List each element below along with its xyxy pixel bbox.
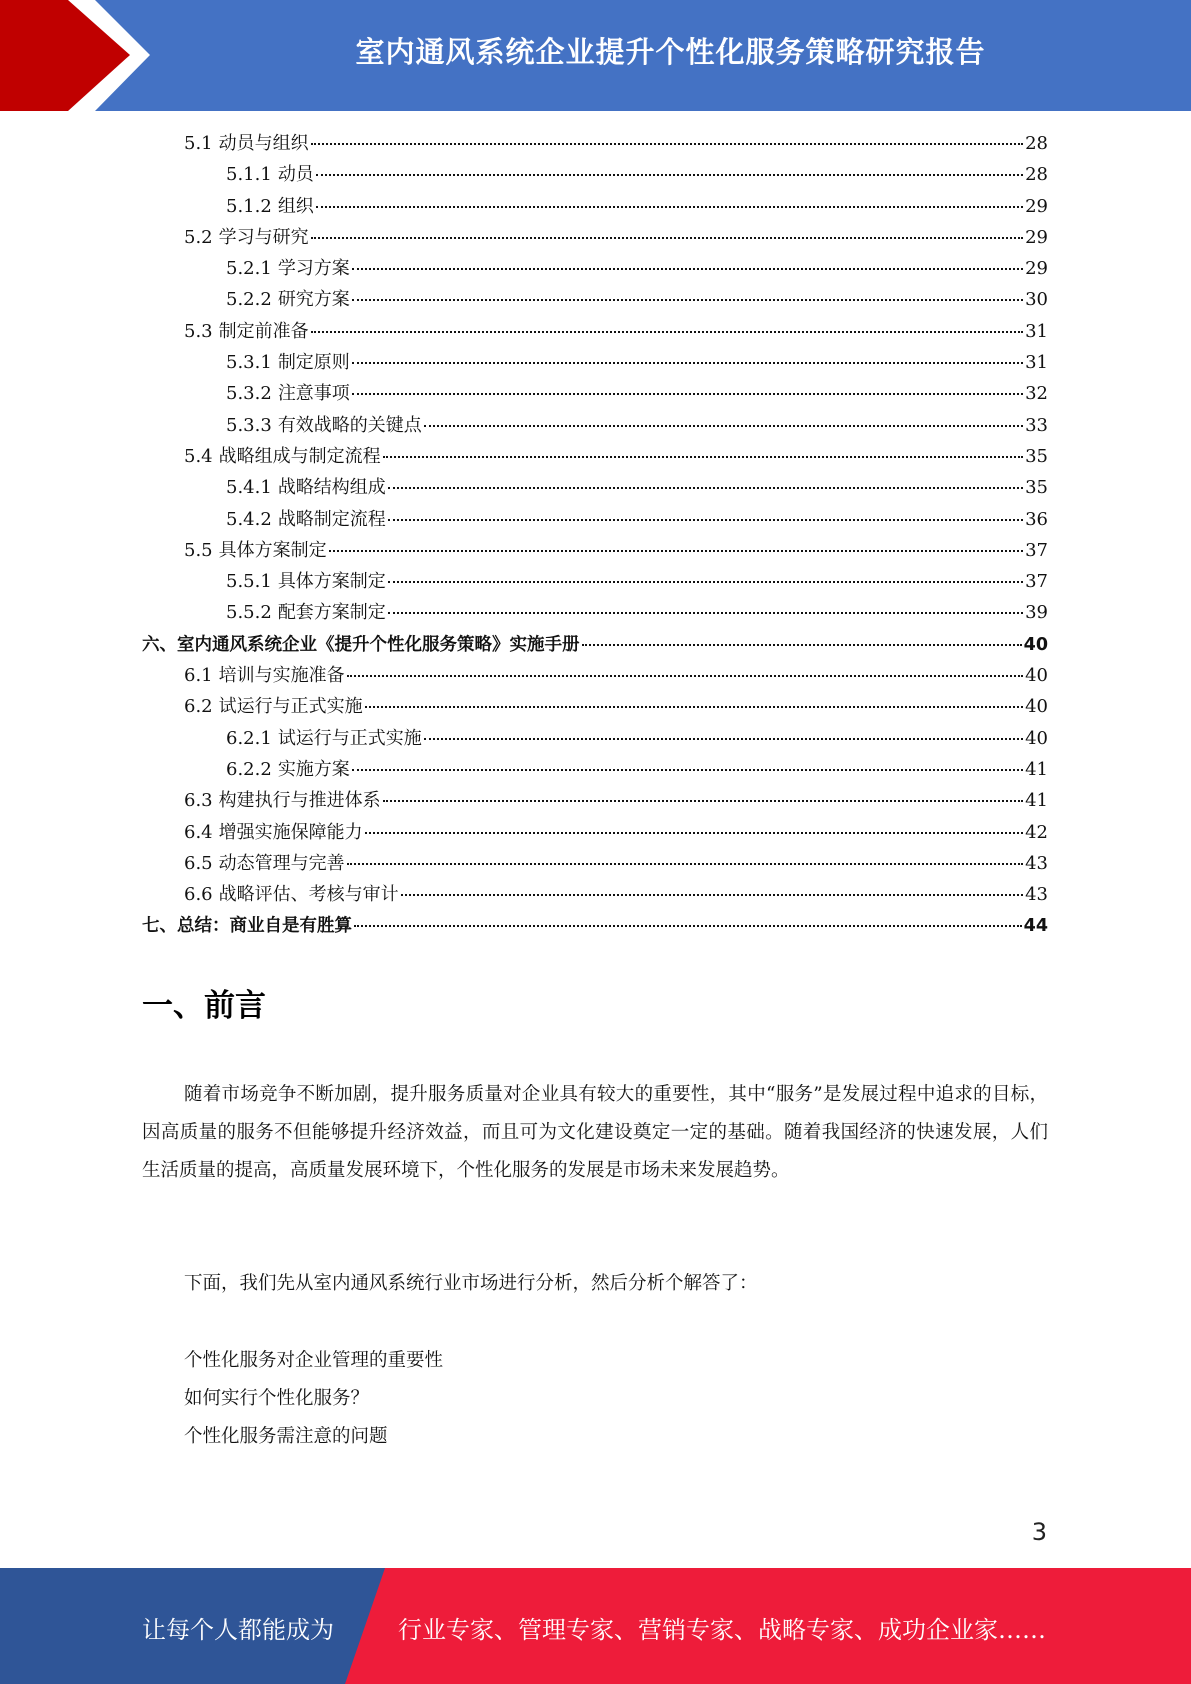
toc-entry-text: 学习与研究 xyxy=(218,226,309,248)
toc-entry-number: 5.1 xyxy=(184,133,213,154)
toc-entry-number: 6.2 xyxy=(184,696,213,718)
toc-entry-label xyxy=(184,128,309,159)
intro-paragraph-2: 下面，我们先从室内通风系统行业市场进行分析，然后分析个解答了： xyxy=(184,1273,758,1294)
list-item: 个性化服务需注意的问题 xyxy=(184,1426,388,1447)
toc-dot-leader xyxy=(347,655,1023,677)
toc-dot-leader xyxy=(365,686,1023,708)
toc-dot-leader xyxy=(354,905,1022,927)
toc-entry-page: 44 xyxy=(1023,916,1048,937)
toc-entry-text: 试运行与正式实施 xyxy=(277,727,422,749)
toc-dot-leader xyxy=(383,436,1023,458)
section-heading: 一、前言 xyxy=(142,988,266,1024)
toc-entry-text: 构建执行与推进体系 xyxy=(218,790,381,812)
toc-dot-leader xyxy=(388,499,1023,521)
toc-dot-leader xyxy=(582,624,1022,646)
toc-entry-label xyxy=(184,848,345,879)
toc-entry-page: 40 xyxy=(1025,696,1048,718)
table-of-contents xyxy=(142,127,1048,941)
toc-entry[interactable] xyxy=(142,909,1048,940)
toc-entry-number: 5.5 xyxy=(184,539,213,561)
toc-entry-number: 5.3 xyxy=(184,320,213,342)
toc-entry-text: 实施方案 xyxy=(277,758,350,780)
toc-entry-text: 战略结构组成 xyxy=(277,477,386,499)
toc-entry-text: 培训与实施准备 xyxy=(218,665,345,687)
document-title: 室内通风系统企业提升个性化服务策略研究报告 xyxy=(355,35,986,69)
toc-entry-number: 6.2.2 xyxy=(226,758,272,780)
toc-entry-page: 36 xyxy=(1025,508,1048,530)
toc-entry-label xyxy=(184,817,363,848)
toc-entry-page: 33 xyxy=(1025,414,1048,436)
toc-dot-leader xyxy=(424,718,1023,740)
toc-entry-number: 5.2.2 xyxy=(226,289,272,311)
toc-entry-label xyxy=(226,472,386,503)
footer-slogan-left: 让每个人都能成为 xyxy=(142,1616,334,1644)
toc-entry-text: 六、室内通风系统企业《提升个性化服务策略》实施手册 xyxy=(142,634,580,655)
toc-entry-page: 29 xyxy=(1025,258,1048,280)
toc-entry-label xyxy=(184,535,327,566)
toc-entry-number: 6.6 xyxy=(184,884,213,906)
toc-entry-number: 5.5.2 xyxy=(226,602,272,624)
toc-entry-page: 29 xyxy=(1025,195,1048,217)
toc-entry-label xyxy=(226,597,386,628)
toc-entry-number: 5.2 xyxy=(184,226,213,248)
toc-entry-label xyxy=(184,222,309,253)
toc-entry-page: 31 xyxy=(1025,352,1048,374)
toc-entry-number: 5.4 xyxy=(184,445,213,467)
toc-entry-number: 5.1.2 xyxy=(226,195,272,217)
toc-entry-page: 35 xyxy=(1025,445,1048,467)
toc-entry-page: 32 xyxy=(1025,383,1048,405)
toc-dot-leader xyxy=(329,530,1023,552)
toc-entry-label xyxy=(226,253,350,284)
toc-entry-text: 战略评估、考核与审计 xyxy=(218,884,399,906)
toc-entry-text: 具体方案制定 xyxy=(277,571,386,593)
toc-entry-page: 41 xyxy=(1025,758,1048,780)
toc-entry-page: 40 xyxy=(1023,634,1048,655)
toc-entry-label xyxy=(184,316,309,347)
toc-entry-page: 30 xyxy=(1025,289,1048,311)
toc-entry-label xyxy=(226,566,386,597)
toc-entry-page: 40 xyxy=(1025,727,1048,749)
intro-paragraph: 随着市场竞争不断加剧，提升服务质量对企业具有较大的重要性，其中“服务”是发展过程中追求的目标，因高质量的服务不但能够提升经济效益，而且可为文化建设奠定一定的基础。随着我国经济的快速发展，人们生活质量的提高，高质量发展环境下，个性化服务的发展是市场未来发展趋势。 xyxy=(142,1084,1048,1181)
toc-dot-leader xyxy=(383,780,1023,802)
list-item: 如何实行个性化服务？ xyxy=(184,1388,370,1409)
toc-entry-number: 6.5 xyxy=(184,852,213,874)
toc-entry-number: 6.4 xyxy=(184,821,213,843)
toc-entry-number: 5.3.2 xyxy=(226,383,272,405)
toc-entry-page: 35 xyxy=(1025,477,1048,499)
toc-entry-label xyxy=(184,660,345,691)
toc-entry-label xyxy=(226,347,350,378)
toc-entry-number: 6.3 xyxy=(184,790,213,812)
toc-entry-page: 29 xyxy=(1025,226,1048,248)
toc-dot-leader xyxy=(365,812,1023,834)
toc-dot-leader xyxy=(316,154,1023,176)
page-number: 3 xyxy=(1031,1518,1047,1546)
toc-dot-leader xyxy=(311,217,1023,239)
toc-entry-label xyxy=(184,441,381,472)
toc-dot-leader xyxy=(352,279,1023,301)
toc-entry-label xyxy=(142,911,352,942)
toc-dot-leader xyxy=(401,874,1023,896)
toc-entry-page: 43 xyxy=(1025,884,1048,906)
toc-entry-text: 有效战略的关键点 xyxy=(277,414,422,436)
toc-entry-page: 42 xyxy=(1025,821,1048,843)
toc-entry-label xyxy=(226,159,314,190)
toc-entry-text: 组织 xyxy=(277,195,314,217)
footer-slogan-right: 行业专家、管理专家、营销专家、战略专家、成功企业家…… xyxy=(398,1616,1046,1644)
toc-dot-leader xyxy=(388,592,1023,614)
toc-entry-page: 41 xyxy=(1025,790,1048,812)
toc-dot-leader xyxy=(347,843,1023,865)
header-banner xyxy=(0,0,1191,111)
toc-entry-page: 31 xyxy=(1025,320,1048,342)
toc-entry-text: 动员 xyxy=(277,164,314,186)
toc-entry-text: 制定前准备 xyxy=(218,320,309,342)
toc-entry-text: 动态管理与完善 xyxy=(218,852,345,874)
toc-entry-text: 注意事项 xyxy=(277,383,350,405)
toc-dot-leader xyxy=(352,373,1023,395)
toc-entry-text: 具体方案制定 xyxy=(218,539,327,561)
toc-entry-number: 5.3.1 xyxy=(226,352,272,374)
toc-entry-number: 5.1.1 xyxy=(226,164,272,186)
toc-entry-page: 43 xyxy=(1025,852,1048,874)
toc-dot-leader xyxy=(316,186,1023,208)
toc-entry-text: 学习方案 xyxy=(277,258,350,280)
toc-dot-leader xyxy=(311,311,1023,333)
toc-dot-leader xyxy=(352,342,1023,364)
toc-entry-label xyxy=(226,378,350,409)
toc-entry-text: 七、总结：商业自是有胜算 xyxy=(142,916,352,937)
toc-entry-label xyxy=(226,754,350,785)
toc-entry-number: 5.2.1 xyxy=(226,258,272,280)
toc-entry-number: 6.2.1 xyxy=(226,727,272,749)
footer-banner xyxy=(0,1568,1191,1684)
toc-entry-number: 5.3.3 xyxy=(226,414,272,436)
toc-dot-leader xyxy=(424,405,1023,427)
toc-entry-page: 39 xyxy=(1025,602,1048,624)
toc-dot-leader xyxy=(352,248,1023,270)
topic-list xyxy=(184,1342,443,1456)
toc-entry-text: 战略组成与制定流程 xyxy=(218,445,381,467)
toc-entry-number: 5.4.1 xyxy=(226,477,272,499)
toc-entry-page: 28 xyxy=(1025,164,1048,186)
toc-dot-leader xyxy=(388,467,1023,489)
toc-entry-number: 5.4.2 xyxy=(226,508,272,530)
toc-entry-text: 动员与组织 xyxy=(218,133,309,154)
toc-entry-number: 6.1 xyxy=(184,665,213,687)
toc-entry-label xyxy=(184,691,363,722)
toc-entry-text: 试运行与正式实施 xyxy=(218,696,363,718)
toc-dot-leader xyxy=(388,561,1023,583)
toc-entry-text: 制定原则 xyxy=(277,352,350,374)
toc-entry-text: 配套方案制定 xyxy=(277,602,386,624)
toc-entry-label xyxy=(226,191,314,222)
list-item: 个性化服务对企业管理的重要性 xyxy=(184,1350,444,1371)
toc-dot-leader xyxy=(352,749,1023,771)
toc-entry-text: 研究方案 xyxy=(277,289,350,311)
toc-entry-page: 37 xyxy=(1025,571,1048,593)
toc-dot-leader xyxy=(311,123,1023,145)
toc-entry-text: 战略制定流程 xyxy=(277,508,386,530)
toc-entry-text: 增强实施保障能力 xyxy=(218,821,363,843)
toc-entry-label xyxy=(184,785,381,816)
toc-entry-page: 40 xyxy=(1025,665,1048,687)
toc-entry-page: 37 xyxy=(1025,539,1048,561)
toc-entry-number: 5.5.1 xyxy=(226,571,272,593)
toc-entry-page: 28 xyxy=(1025,133,1048,154)
